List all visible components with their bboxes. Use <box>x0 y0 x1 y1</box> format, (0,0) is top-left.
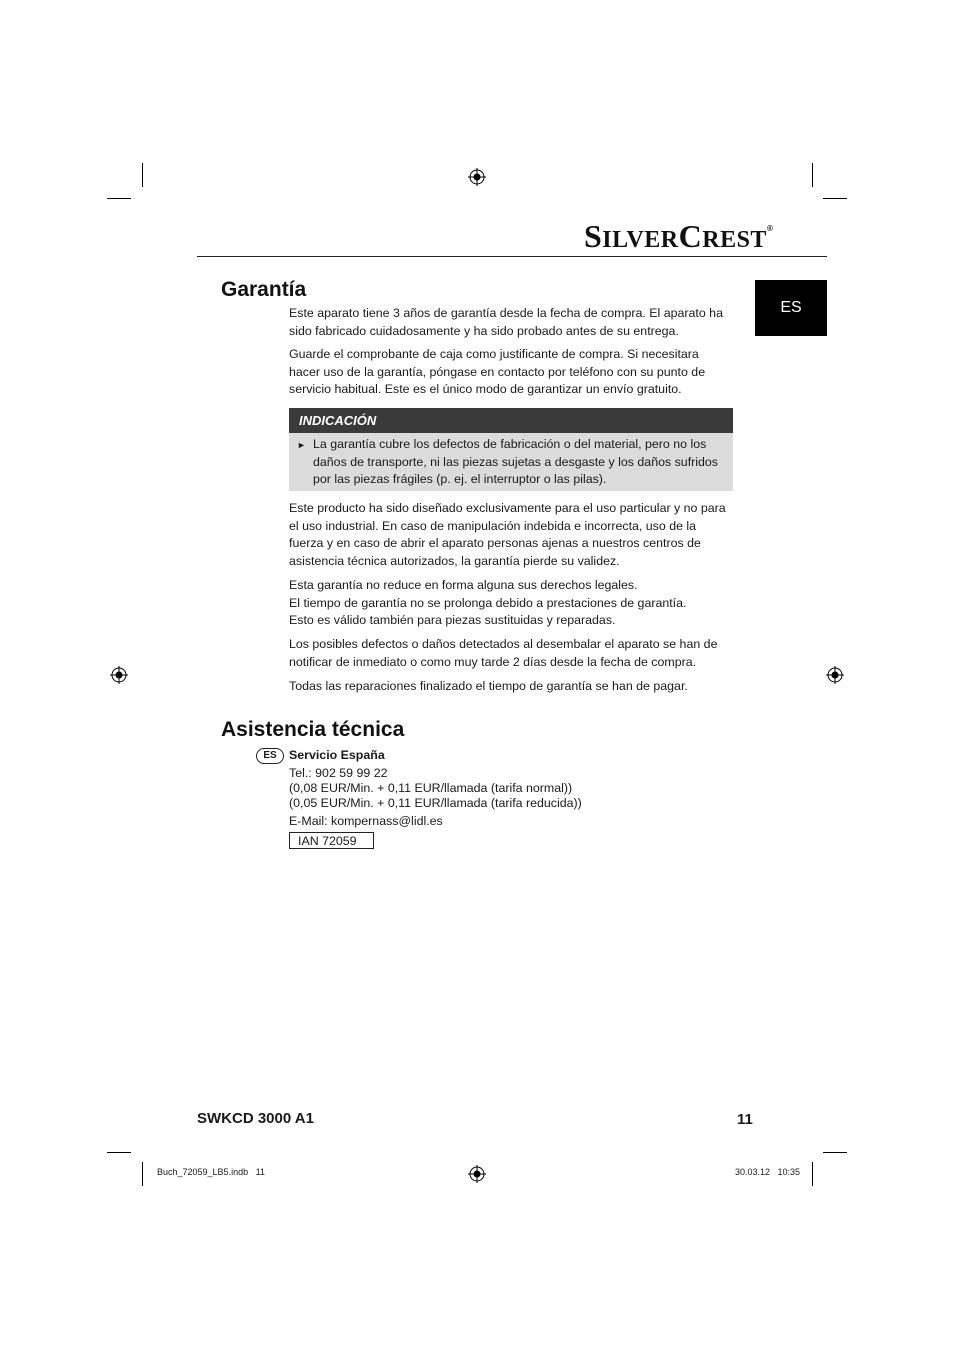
guarantee-paragraph: Los posibles defectos o daños detectados al desembalar el aparato se han de notificar de inmediato o como muy tarde 2 días desde la fecha de compra. <box>289 637 718 669</box>
note-body <box>289 433 733 491</box>
crop-mark <box>107 1152 131 1153</box>
note-text: La garantía cubre los defectos de fabricación o del material, pero no los daños de transporte, ni las piezas sujetas a desgaste y los daños sufridos por las piezas frágiles (p. ej. el interruptor o las pilas). <box>313 437 719 486</box>
guarantee-paragraph: Guarde el comprobante de caja como justificante de compra. Si necesitara hacer uso de la garantía, póngase en contacto por teléfono con su punto de servicio habitual. Este es el único modo de garantizar un envío gratuito. <box>289 347 706 396</box>
model-number: SWKCD 3000 A1 <box>197 1110 314 1127</box>
print-slug-date: 30.03.12 10:35 <box>735 1167 801 1177</box>
crop-mark <box>823 198 847 199</box>
registration-mark-icon <box>468 1165 486 1183</box>
country-badge: ES <box>256 748 284 764</box>
guarantee-paragraph: Este aparato tiene 3 años de garantía desde la fecha de compra. El aparato ha sido fabricado cuidadosamente y ha sido probado antes de su entrega. <box>289 306 723 338</box>
guarantee-paragraph: Este producto ha sido diseñado exclusivamente para el uso particular y no para el uso industrial. En caso de manipulación indebida e incorrecta, uso de la fuerza y en caso de abrir el aparato personas ajenas a nuestros centros de asistencia técnica autorizados, la garantía pierde su validez. <box>289 501 726 568</box>
registration-mark-icon <box>826 666 844 684</box>
guarantee-paragraph: Todas las reparaciones finalizado el tiempo de garantía se han de pagar. <box>289 679 688 693</box>
crop-mark <box>107 198 131 199</box>
guarantee-paragraph: Esta garantía no reduce en forma alguna sus derechos legales. El tiempo de garantía no se prolonga debido a prestaciones de garantía. Esto es válido también para piezas sustituidas y reparadas. <box>289 578 687 627</box>
service-line: (0,08 EUR/Min. + 0,11 EUR/llamada (tarifa normal)) <box>289 781 573 795</box>
guarantee-heading: Garantía <box>221 278 307 301</box>
support-heading: Asistencia técnica <box>221 718 405 741</box>
service-title: Servicio España <box>289 748 385 762</box>
crop-mark <box>142 1162 143 1186</box>
print-slug-file: Buch_72059_LB5.indb 11 <box>157 1167 265 1177</box>
crop-mark <box>823 1152 847 1153</box>
language-tab: ES <box>755 280 827 336</box>
arrow-right-icon: ► <box>297 440 306 450</box>
service-line: Tel.: 902 59 99 22 <box>289 766 388 780</box>
note-header: INDICACIÓN <box>289 408 733 433</box>
crop-mark <box>142 163 143 187</box>
service-email: E-Mail: kompernass@lidl.es <box>289 814 443 828</box>
page-number: 11 <box>737 1111 753 1128</box>
registration-mark-icon <box>110 666 128 684</box>
ian-box: IAN 72059 <box>289 832 374 849</box>
registration-mark-icon <box>468 168 486 186</box>
crop-mark <box>812 163 813 187</box>
header-rule <box>197 256 827 257</box>
service-contact <box>289 766 582 811</box>
crop-mark <box>812 1162 813 1186</box>
service-line: (0,05 EUR/Min. + 0,11 EUR/llamada (tarifa reducida)) <box>289 796 582 810</box>
brand-logo: SILVERCREST® <box>584 218 774 254</box>
